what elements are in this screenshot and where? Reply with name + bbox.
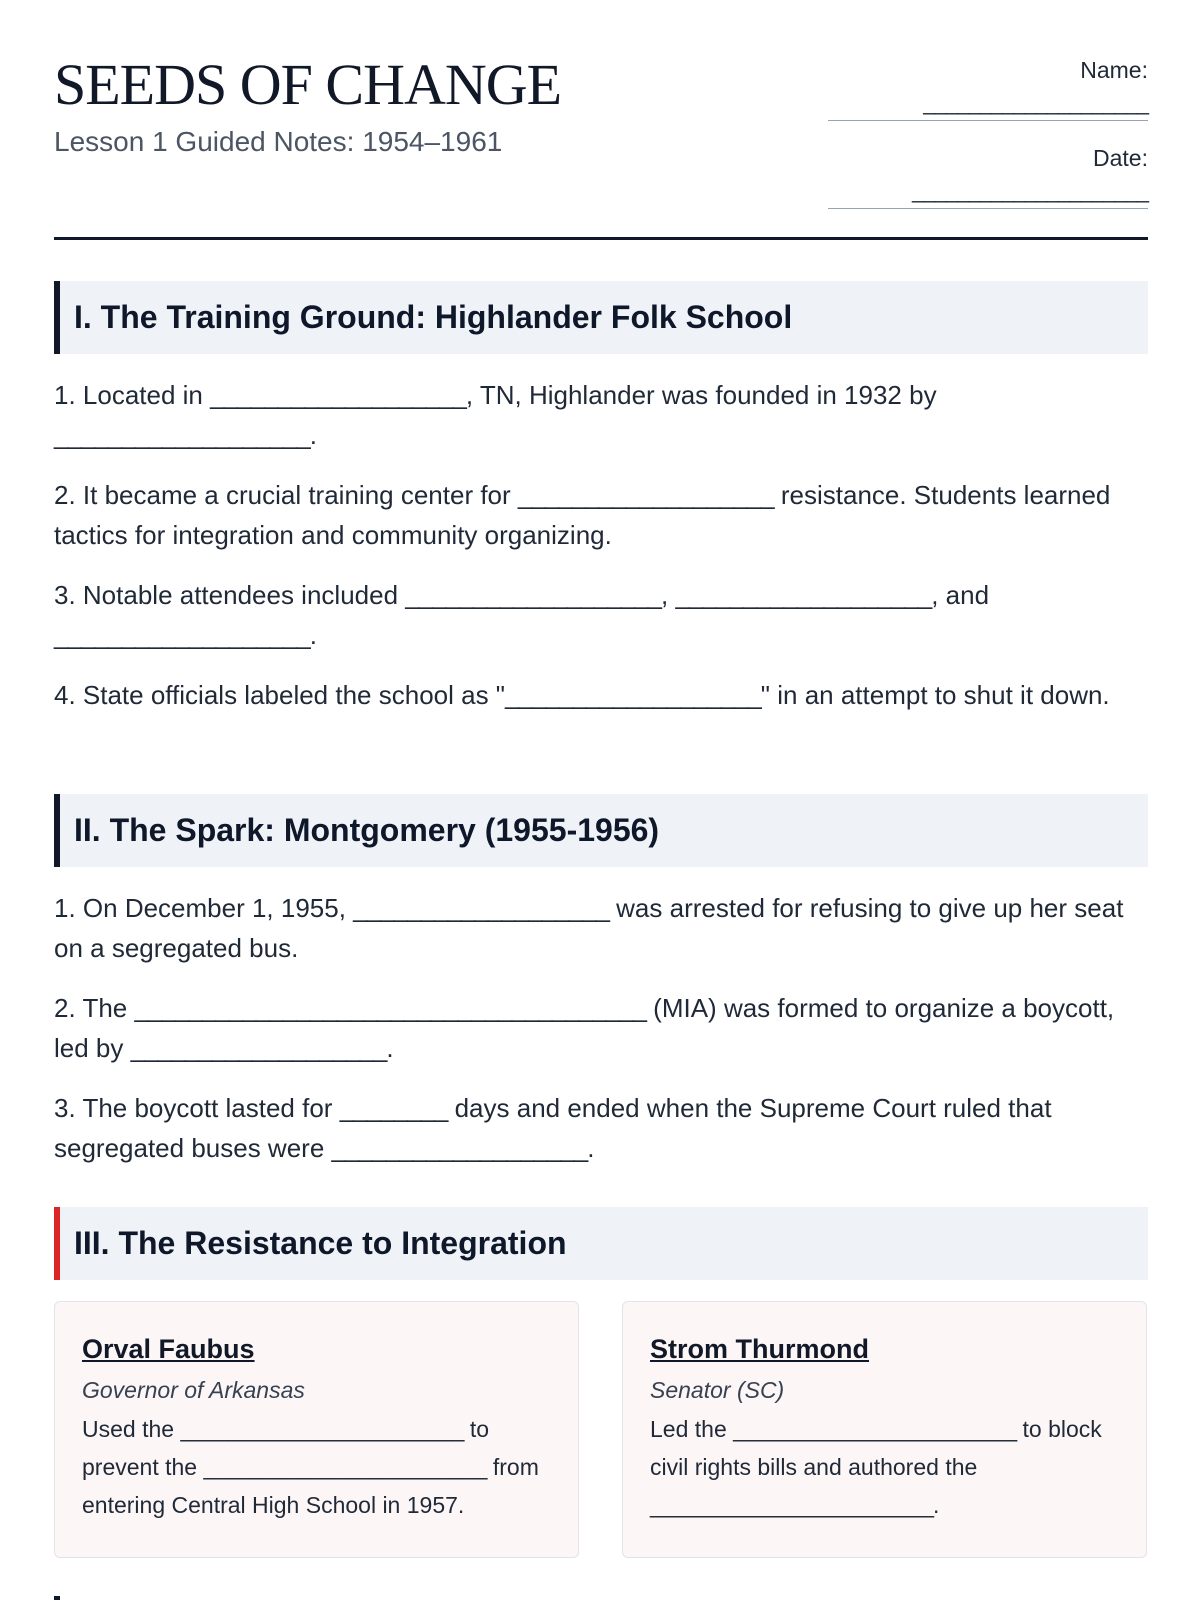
question-text: 1. Located in: [54, 380, 211, 410]
card-text: to block civil rights bills and authored the: [650, 1416, 1102, 1480]
question-text: resistance. Students learned tactics for integration and community organizing.: [54, 480, 1111, 550]
question-text: was arrested for refusing to give up her seat on a segregated bus.: [54, 893, 1124, 963]
date-label: Date:: [1093, 145, 1148, 171]
answer-blank[interactable]: ________________________: [650, 1492, 933, 1518]
figure-role: Governor of Arkansas: [82, 1377, 305, 1403]
card-text: from entering Central High School in 1957.: [82, 1454, 539, 1518]
section-2-question-1: [54, 888, 1148, 968]
question-text: , and: [931, 580, 990, 610]
answer-blank[interactable]: ________________________: [180, 1416, 464, 1442]
question-text: 1. On December 1, 1955,: [54, 893, 354, 923]
question-text: 3. Notable attendees included: [54, 580, 406, 610]
name-rule: [828, 120, 1148, 121]
next-section-marker: [54, 1596, 60, 1600]
answer-blank[interactable]: ___________________: [54, 420, 310, 450]
question-text: days and ended when the Supreme Court ruled that segregated buses were: [54, 1093, 1052, 1163]
section-2-title: II. The Spark: Montgomery (1955-1956): [74, 812, 660, 848]
name-field[interactable]: ____________________: [923, 90, 1148, 115]
answer-blank[interactable]: ________________________: [203, 1454, 487, 1480]
answer-blank[interactable]: ________________________: [733, 1416, 1017, 1442]
answer-blank[interactable]: ___________________: [405, 580, 662, 610]
date-rule: [828, 208, 1148, 209]
date-field[interactable]: _____________________: [912, 178, 1148, 203]
section-2-question-2: [54, 988, 1148, 1068]
answer-blank[interactable]: ___________________: [130, 1033, 387, 1063]
section-3-header: [54, 1207, 1148, 1280]
answer-blank[interactable]: ___________________: [505, 680, 761, 710]
page-title: SEEDS OF CHANGE: [54, 52, 562, 117]
card-text: Led the: [650, 1416, 734, 1442]
section-1-header: [54, 281, 1148, 354]
answer-blank[interactable]: ___________________: [54, 620, 310, 650]
figure-name: Orval Faubus: [82, 1334, 255, 1364]
question-text: ,: [661, 580, 676, 610]
answer-blank[interactable]: ___________________: [210, 380, 466, 410]
card-text: Used the: [82, 1416, 181, 1442]
answer-blank[interactable]: ___________________: [675, 580, 932, 610]
section-1-question-3: [54, 575, 1148, 655]
question-text: .: [587, 1133, 595, 1163]
header-divider: [54, 237, 1148, 240]
question-text: .: [309, 420, 317, 450]
question-text: 2. It became a crucial training center for: [54, 480, 518, 510]
question-text: 4. State officials labeled the school as ": [54, 680, 506, 710]
name-label: Name:: [1080, 57, 1148, 83]
card-text: to prevent the: [82, 1416, 490, 1480]
section-3-title: III. The Resistance to Integration: [74, 1225, 567, 1261]
figure-name: Strom Thurmond: [650, 1334, 869, 1364]
question-text: 3. The boycott lasted for: [54, 1093, 340, 1123]
question-text: 2. The: [54, 993, 135, 1023]
answer-blank[interactable]: ___________________: [517, 480, 774, 510]
section-1-title: I. The Training Ground: Highlander Folk School: [74, 299, 793, 335]
card-text: .: [933, 1492, 940, 1518]
question-text: (MIA) was formed to organize a boycott, led by: [54, 993, 1115, 1063]
answer-blank[interactable]: ________: [339, 1093, 448, 1123]
question-text: " in an attempt to shut it down.: [760, 680, 1110, 710]
figure-role: Senator (SC): [650, 1377, 785, 1403]
section-2-header: [54, 794, 1148, 867]
question-text: .: [309, 620, 317, 650]
figure-description: [650, 1410, 1119, 1524]
section-1-question-4: [54, 675, 1148, 715]
page-subtitle: Lesson 1 Guided Notes: 1954–1961: [54, 126, 503, 157]
figure-description: [82, 1410, 551, 1524]
figure-card-thurmond: [622, 1301, 1147, 1558]
section-2-question-3: [54, 1088, 1148, 1168]
question-text: .: [386, 1033, 394, 1063]
answer-blank[interactable]: ___________________: [331, 1133, 588, 1163]
question-text: , TN, Highlander was founded in 1932 by: [465, 380, 937, 410]
answer-blank[interactable]: ______________________________________: [134, 993, 646, 1023]
figure-card-faubus: [54, 1301, 579, 1558]
answer-blank[interactable]: ___________________: [353, 893, 609, 923]
section-1-question-1: [54, 375, 1148, 455]
section-1-question-2: [54, 475, 1148, 555]
